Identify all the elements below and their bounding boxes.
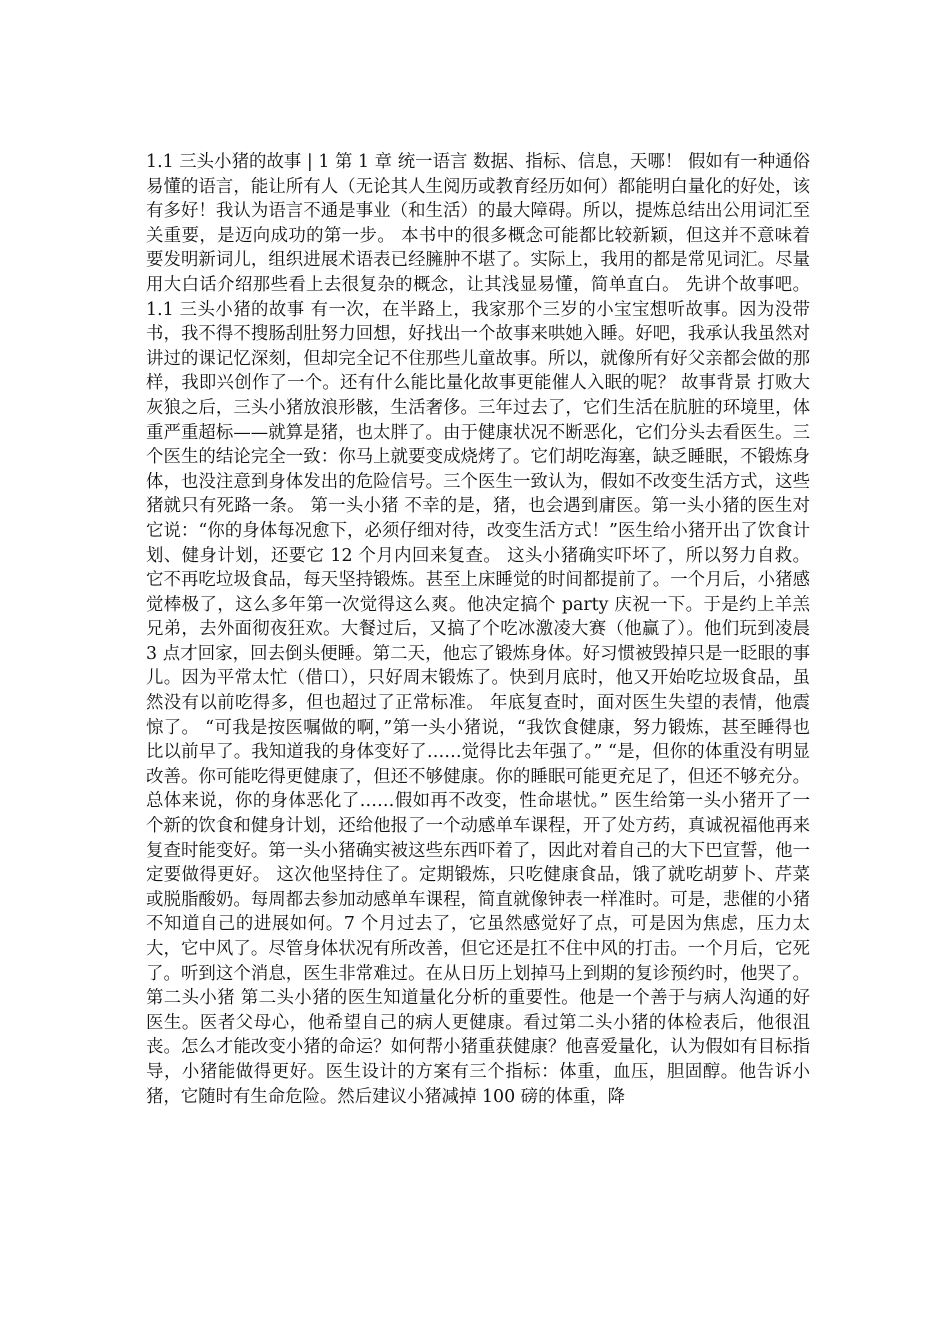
body-text: 1.1 三头小猪的故事 | 1 第 1 章 统一语言 数据、指标、信息，天哪！ 假如有一种通俗易懂的语言，能让所有人（无论其人生阅历或教育经历如何）都能明白量化的好处，该有多好！我认为语言不通是事业（和生活）的最大障碍。所以，提炼总结出公用词汇至关重要，是迈向成功的第一步。 本书中的很多概念可能都比较新颖，但这并不意味着要发明新词儿，组织进展术语表已经臃肿不堪了。实际上，我用的都是常见词汇。尽量用大白话介绍那些看上去很复杂的概念，让其浅显易懂，简单直白。 先讲个故事吧。 1.1 三头小猪的故事 有一次，在半路上，我家那个三岁的小宝宝想听故事。因为没带书，我不得不搜肠刮肚努力回想，好找出一个故事来哄她入睡。好吧，我承认我虽然对讲过的课记忆深刻，但却完全记不住那些儿童故事。所以，就像所有好父亲都会做的那样，我即兴创作了一个。还有什么能比量化故事更能催人入眠的呢？ 故事背景 打败大灰狼之后，三头小猪放浪形骸，生活奢侈。三年过去了，它们生活在肮脏的环境里，体重严重超标——就算是猪，也太胖了。由于健康状况不断恶化，它们分头去看医生。三个医生的结论完全一致：你马上就要变成烧烤了。它们胡吃海塞，缺乏睡眠，不锻炼身体，也没注意到身体发出的危险信号。三个医生一致认为，假如不改变生活方式，这些猪就只有死路一条。 第一头小猪 不幸的是，猪，也会遇到庸医。第一头小猪的医生对它说：“你的身体每况愈下，必须仔细对待，改变生活方式！”医生给小猪开出了饮食计划、健身计划，还要它 12 个月内回来复查。 这头小猪确实吓坏了，所以努力自救。它不再吃垃圾食品，每天坚持锻炼。甚至上床睡觉的时间都提前了。一个月后，小猪感觉棒极了，这么多年第一次觉得这么爽。他决定搞个 party 庆祝一下。于是约上羊羔兄弟，去外面彻夜狂欢。大餐过后，又搞了个吃冰激凌大赛（他赢了）。他们玩到凌晨 3 点才回家，回去倒头便睡。第二天，他忘了锻炼身体。好习惯被毁掉只是一眨眼的事儿。因为平常太忙（借口），只好周末锻炼了。快到月底时，他又开始吃垃圾食品，虽然没有以前吃得多，但也超过了正常标准。 年底复查时，面对医生失望的表情，他震惊了。 “可我是按医嘱做的啊，”第一头小猪说，“我饮食健康，努力锻炼，甚至睡得也比以前早了。我知道我的身体变好了……觉得比去年强了。” “是，但你的体重没有明显改善。你可能吃得更健康了，但还不够健康。你的睡眠可能更充足了，但还不够充分。总体来说，你的身体恶化了……假如再不改变，性命堪忧。” 医生给第一头小猪开了一个新的饮食和健身计划，还给他报了一个动感单车课程，开了处方药，真诚祝福他再来复查时能变好。第一头小猪确实被这些东西吓着了，因此对着自己的大下巴宣誓，他一定要做得更好。 这次他坚持住了。定期锻炼，只吃健康食品，饿了就吃胡萝卜、芹菜或脱脂酸奶。每周都去参加动感单车课程，简直就像钟表一样准时。可是，悲催的小猪不知道自己的进展如何。7 个月过去了，它虽然感觉好了点，可是因为焦虑，压力太大，它中风了。尽管身体状况有所改善，但它还是扛不住中风的打击。一个月后，它死了。听到这个消息，医生非常难过。在从日历上划掉马上到期的复诊预约时，他哭了。 第二头小猪 第二头小猪的医生知道量化分析的重要性。他是一个善于与病人沟通的好医生。医者父母心，他希望自己的病人更健康。看过第二头小猪的体检表后，他很沮丧。怎么才能改变小猪的命运？如何帮小猪重获健康？他喜爱量化，认为假如有目标指导，小猪能做得更好。医生设计的方案有三个指标：体重，血压，胆固醇。他告诉小猪，它随时有生命危险。然后建议小猪减掉 100 磅的体重，降	[146, 152, 810, 1107]
